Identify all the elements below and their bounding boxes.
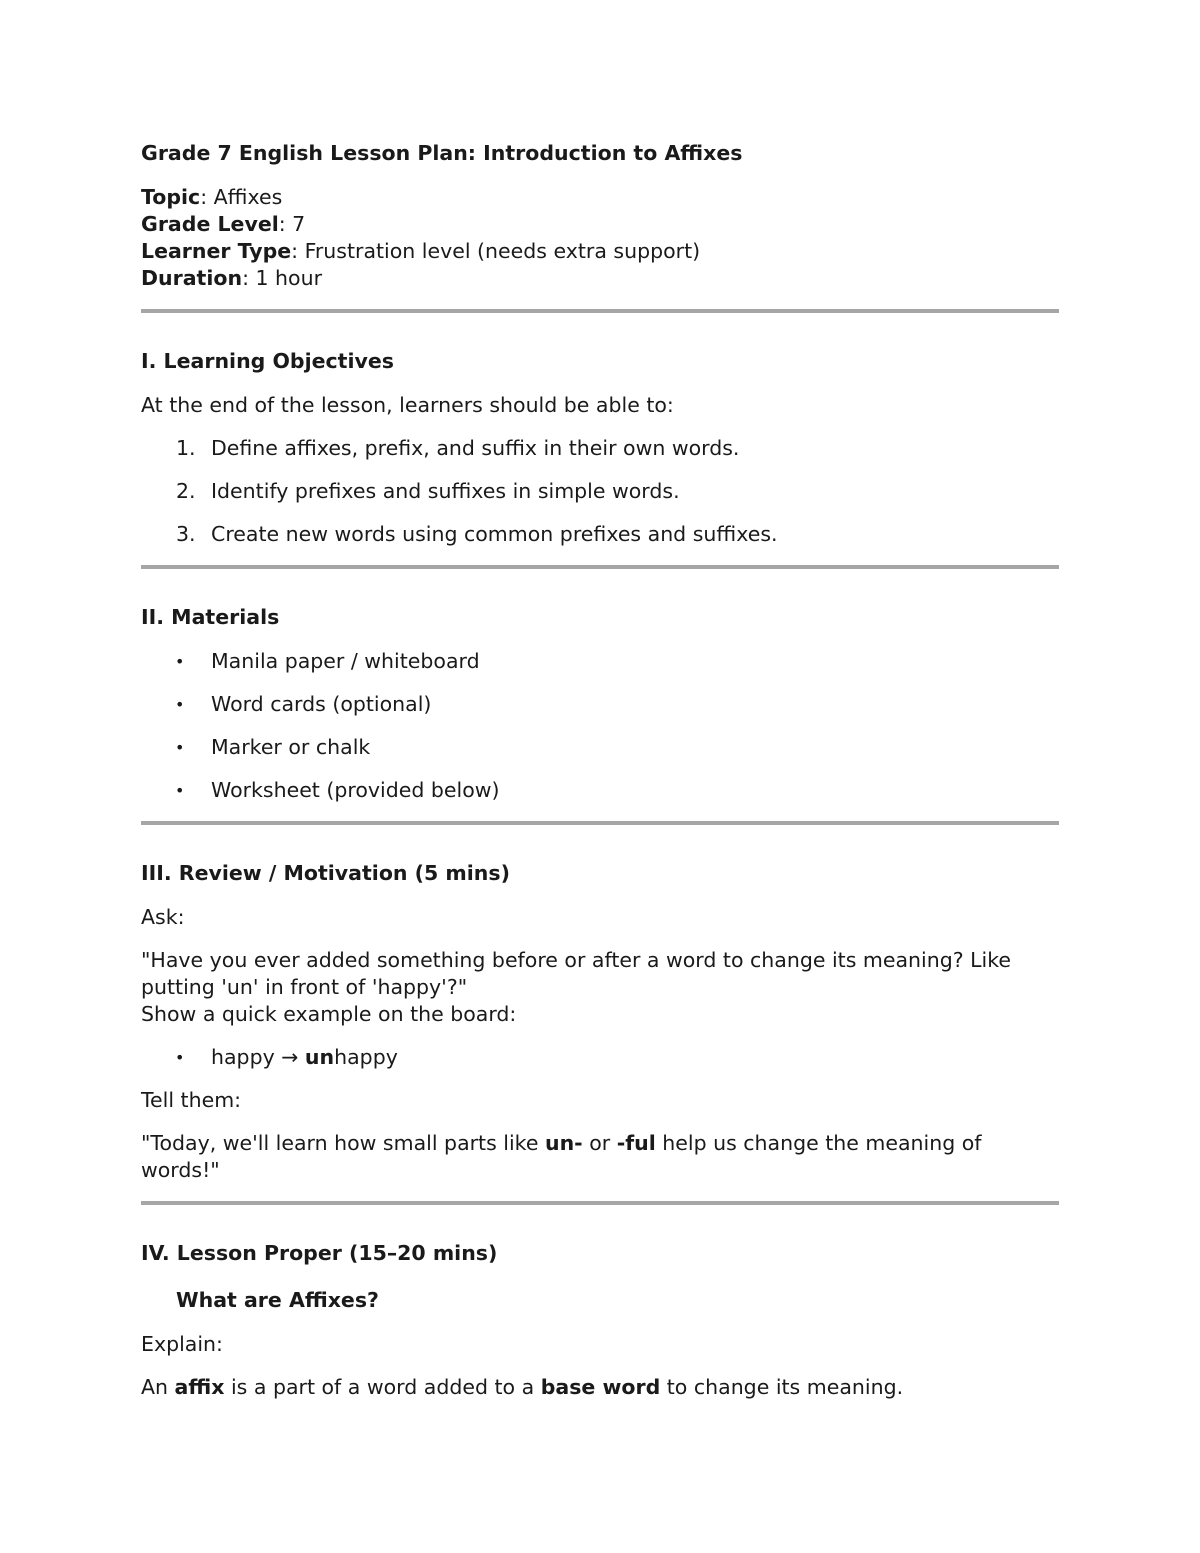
- list-item-text: Identify prefixes and suffixes in simple words.: [211, 479, 680, 503]
- meta-topic: [141, 184, 1059, 211]
- list-item-text: Word cards (optional): [211, 692, 432, 716]
- list-item-text: Define affixes, prefix, and suffix in their own words.: [211, 436, 740, 460]
- review-show: Show a quick example on the board:: [141, 1002, 517, 1026]
- list-item-text: Create new words using common prefixes and suffixes.: [211, 522, 778, 546]
- meta-duration: [141, 265, 1059, 292]
- prefix-example: un-: [544, 1131, 583, 1155]
- review-tell: Tell them:: [141, 1088, 242, 1112]
- materials-heading: II. Materials: [141, 605, 280, 629]
- list-item-text: Manila paper / whiteboard: [211, 649, 480, 673]
- list-number: 3.: [176, 522, 196, 546]
- list-item: [141, 1044, 1059, 1071]
- section-divider: [141, 1201, 1059, 1205]
- list-item: [141, 777, 1059, 804]
- list-number: 1.: [176, 436, 196, 460]
- list-item-text: Marker or chalk: [211, 735, 371, 759]
- bullet-icon: •: [175, 652, 185, 671]
- list-item-text: Worksheet (provided below): [211, 778, 500, 802]
- review-heading: III. Review / Motivation (5 mins): [141, 861, 510, 885]
- list-item: [141, 691, 1059, 718]
- objectives-list: [141, 435, 1059, 548]
- section-divider: [141, 309, 1059, 313]
- review-tell-quote: "Today, we'll learn how small parts like un- or -ful help us change the meaning of words!": [141, 1131, 982, 1182]
- suffix-example: -ful: [616, 1131, 656, 1155]
- example-text: happy: [334, 1045, 398, 1069]
- document-page: [141, 138, 1059, 1401]
- bullet-icon: •: [175, 781, 185, 800]
- term-base-word: base word: [540, 1375, 661, 1399]
- materials-list: [141, 648, 1059, 804]
- review-ask: Ask:: [141, 905, 185, 929]
- bullet-icon: •: [175, 695, 185, 714]
- meta-label: Grade Level: [141, 212, 279, 236]
- review-quote: "Have you ever added something before or after a word to change its meaning? Like putting 'un' in front of 'happy'?": [141, 948, 1011, 999]
- list-item: [141, 435, 1059, 462]
- document-title: Grade 7 English Lesson Plan: Introduction to Affixes: [141, 141, 743, 165]
- section-divider: [141, 821, 1059, 825]
- list-item: [141, 478, 1059, 505]
- meta-value: : 1 hour: [242, 266, 323, 290]
- meta-value: : Frustration level (needs extra support): [291, 239, 701, 263]
- meta-grade-level: [141, 211, 1059, 238]
- meta-block: [141, 184, 1059, 292]
- list-item: [141, 734, 1059, 761]
- list-item: [141, 648, 1059, 675]
- meta-value: : 7: [278, 212, 306, 236]
- term-affix: affix: [174, 1375, 225, 1399]
- lesson-explain: Explain:: [141, 1332, 223, 1356]
- review-example-list: [141, 1044, 1059, 1071]
- meta-value: : Affixes: [200, 185, 283, 209]
- example-text: happy →: [211, 1045, 305, 1069]
- meta-learner-type: [141, 238, 1059, 265]
- bullet-icon: •: [175, 738, 185, 757]
- objectives-heading: I. Learning Objectives: [141, 349, 394, 373]
- meta-label: Duration: [141, 266, 243, 290]
- meta-label: Topic: [141, 185, 201, 209]
- bullet-icon: •: [175, 1048, 185, 1067]
- list-item: [141, 521, 1059, 548]
- example-prefix: un: [304, 1045, 335, 1069]
- lesson-subheading: What are Affixes?: [176, 1288, 379, 1312]
- lesson-heading: IV. Lesson Proper (15–20 mins): [141, 1241, 498, 1265]
- lesson-definition: An affix is a part of a word added to a base word to change its meaning.: [141, 1375, 904, 1399]
- objectives-intro: At the end of the lesson, learners should be able to:: [141, 393, 674, 417]
- meta-label: Learner Type: [141, 239, 292, 263]
- list-number: 2.: [176, 479, 196, 503]
- section-divider: [141, 565, 1059, 569]
